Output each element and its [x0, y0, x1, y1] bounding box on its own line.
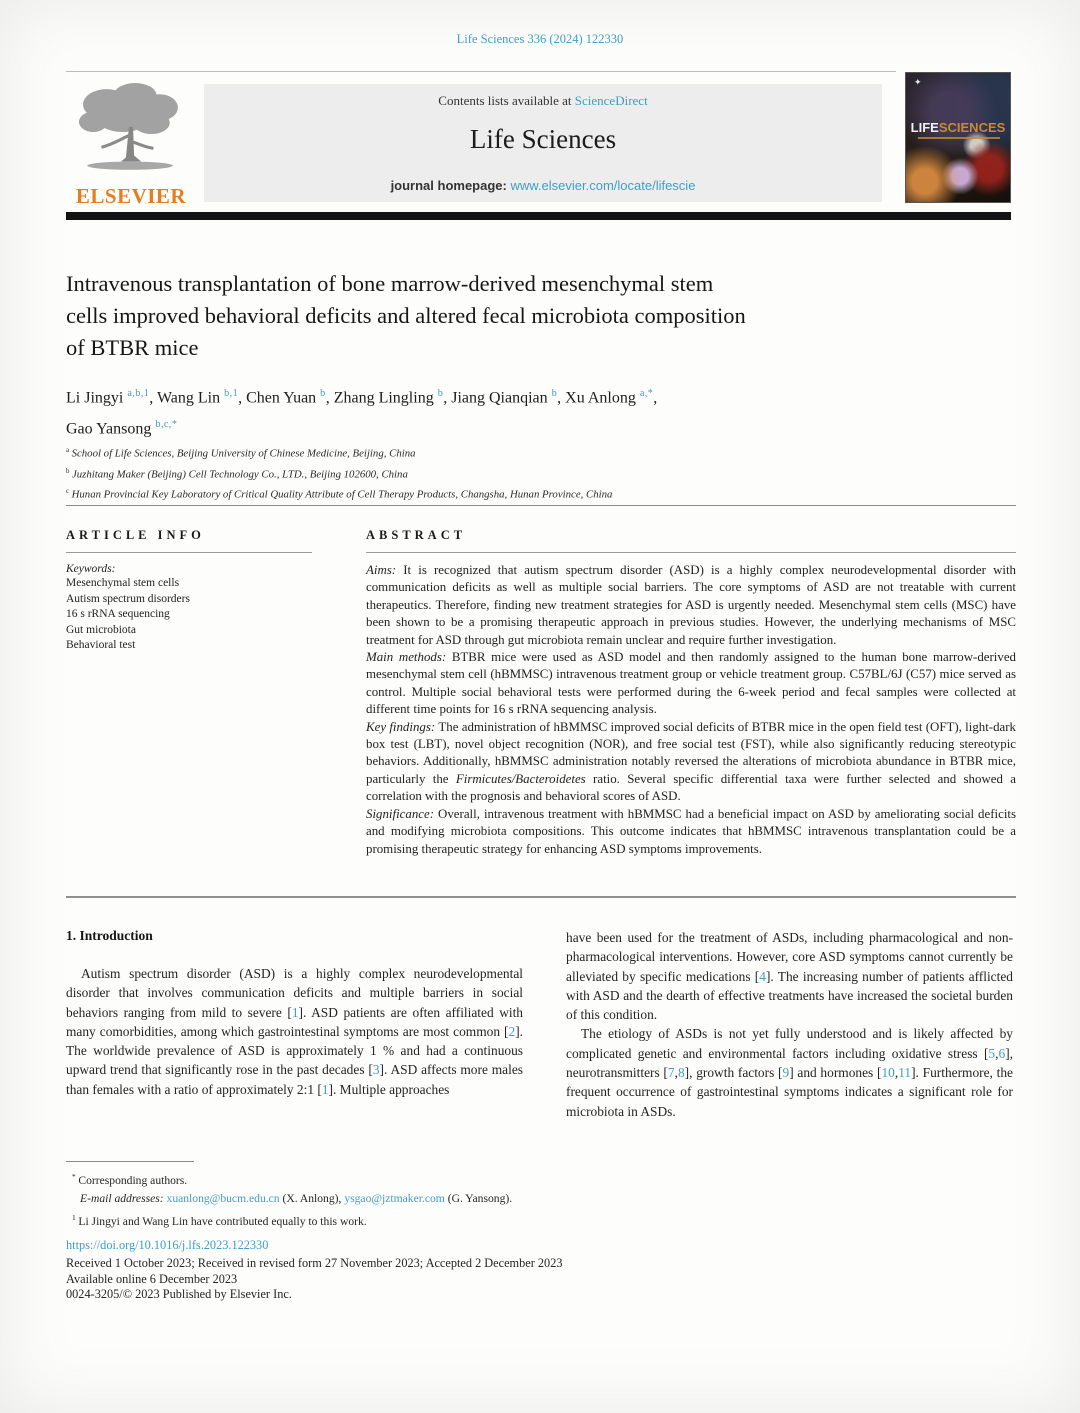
text-segment: ], growth factors [: [684, 1065, 783, 1081]
cover-subtitle-strip: [918, 137, 1000, 139]
affiliation-list: [66, 442, 1016, 504]
text-segment: journal homepage:: [390, 178, 511, 193]
elsevier-wordmark: ELSEVIER: [75, 184, 187, 208]
text-segment: , Chen Yuan: [238, 389, 321, 407]
header-divider: [66, 71, 896, 72]
keywords-list: [66, 576, 346, 654]
email-gao-yansong[interactable]: ysgao@jztmaker.com: [344, 1192, 445, 1206]
cover-emblem-icon: ✦: [914, 78, 922, 88]
text-segment: Aims:: [366, 563, 404, 577]
text-segment: ,: [674, 1065, 678, 1081]
text-segment: School of Life Sciences, Beijing University of Chinese Medicine, Beijing, China: [71, 447, 416, 460]
article-title-line: Intravenous transplantation of bone marrow-derived mesenchymal stem: [66, 271, 714, 296]
keyword-item: Mesenchymal stem cells: [66, 577, 180, 589]
introduction-left-column: [66, 928, 523, 1099]
text-segment: Juzhitang Maker (Beijing) Cell Technology Co., LTD., Beijing 102600, China: [71, 468, 408, 481]
citation-ref[interactable]: 3: [372, 1062, 380, 1078]
elsevier-logo[interactable]: [62, 80, 200, 212]
text-segment: ]. The worldwide prevalence of ASD is approximately 1 % and had a continuous upward trend that significantly rose in the past decades [: [66, 1023, 523, 1078]
text-segment: ]. Furthermore, the frequent occurrence of gastrointestinal symptoms indicates a significant role for microbiota in ASDs.: [566, 1065, 1013, 1119]
author-affil-ref[interactable]: b: [437, 388, 444, 399]
text-segment: Contents lists available at: [438, 93, 575, 108]
text-segment: 1: [72, 1212, 79, 1222]
text-segment: ]. ASD patients are often affiliated with many comorbidities, among which gastrointestinal symptoms are most common [: [66, 1004, 523, 1039]
keyword-item: 16 s rRNA sequencing: [66, 608, 170, 620]
elsevier-tree-icon: [68, 80, 194, 182]
citation-ref[interactable]: 6: [998, 1045, 1006, 1061]
text-segment: (G. Yansong).: [444, 1192, 513, 1206]
text-segment: Corresponding authors.: [78, 1173, 188, 1187]
issn-copyright: 0024-3205/© 2023 Published by Elsevier Inc.: [66, 1287, 292, 1302]
footnotes: [66, 1168, 826, 1231]
author-affil-ref[interactable]: b: [551, 388, 558, 399]
cover-title-life: LIFE: [910, 120, 939, 135]
header-black-bar: [66, 212, 1011, 220]
contents-line: [204, 93, 882, 109]
abstract-rule: [366, 552, 1016, 553]
abstract-column: [366, 528, 1016, 858]
footnote-corresponding: [66, 1168, 826, 1190]
introduction-paragraph: [566, 928, 1013, 1024]
citation-ref[interactable]: 9: [782, 1065, 790, 1081]
text-segment: Key findings:: [366, 719, 439, 734]
article-title-line: cells improved behavioral deficits and altered fecal microbiota composition: [66, 303, 746, 328]
sciencedirect-link[interactable]: ScienceDirect: [574, 93, 648, 108]
citation-ref[interactable]: 1: [321, 1081, 329, 1097]
text-segment: It is recognized that autism spectrum disorder (ASD) is a highly complex neurodevelopmental disorder with communication deficits as well as multiple social barriers. The core symptoms of ASD are not treatable with current therapeutics. Therefore, finding new treatment strategies for ASD is urgently needed. Mesenchymal stem cells (MSC) have been shown to be a promising therapeutic approach in previous studies. However, the underlying mechanisms of MSC treatment for ASD through gut microbiota remain unclear and require further investigation.: [366, 563, 1016, 647]
abstract-paragraph-aims: [366, 562, 1016, 649]
citation-ref[interactable]: 2: [508, 1023, 516, 1039]
author-affil-ref[interactable]: a,*: [639, 388, 654, 399]
journal-title: Life Sciences: [469, 124, 617, 154]
homepage-line: [204, 178, 882, 193]
text-segment: ,: [653, 389, 658, 407]
text-segment: ratio. Several specific differential taxa were further selected and showed a correlation with the prognosis and behavioral scores of ASD.: [366, 771, 1016, 804]
cover-title-sciences: SCIENCES: [938, 120, 1006, 135]
keywords-label: Keywords:: [66, 563, 116, 575]
section-divider: [66, 505, 1016, 506]
journal-cover-thumbnail[interactable]: [905, 72, 1011, 203]
keyword-item: Behavioral test: [66, 639, 136, 651]
text-segment: Main methods:: [366, 650, 452, 665]
citation-ref[interactable]: 11: [898, 1065, 912, 1081]
citation-ref[interactable]: 5: [988, 1045, 996, 1061]
text-segment: *: [72, 1172, 79, 1181]
text-segment: have been used for the treatment of ASDs, including pharmacological and non-pharmacological interventions. However, core ASD symptoms cannot currently be alleviated by specific medications [: [566, 930, 1013, 984]
journal-citation: Life Sciences 336 (2024) 122330: [456, 32, 624, 46]
text-segment: c: [66, 488, 72, 496]
author-affil-ref[interactable]: b: [320, 388, 326, 399]
text-segment: ] and hormones [: [789, 1065, 882, 1081]
affiliation: [66, 483, 1016, 504]
text-segment: , Wang Lin: [149, 389, 225, 407]
keyword-item: Autism spectrum disorders: [66, 592, 190, 605]
introduction-right-column: [566, 928, 1013, 1121]
article-info-rule: [66, 552, 312, 553]
abstract-paragraph-significance: [366, 806, 1016, 858]
text-segment: E-mail addresses:: [80, 1192, 167, 1206]
text-segment: Autism spectrum disorder (ASD) is a highly complex neurodevelopmental disorder that involves communication deficits and multiple barriers in social behaviors ranging from mild to severe [: [66, 966, 523, 1020]
article-title-line: of BTBR mice: [66, 335, 199, 360]
text-segment: Gao Yansong: [66, 420, 156, 438]
text-segment: a: [66, 447, 72, 454]
email-xu-anlong[interactable]: xuanlong@bucm.edu.cn: [166, 1192, 280, 1206]
text-segment: Significance:: [366, 806, 439, 821]
text-segment: ], neurotransmitters [: [566, 1045, 1013, 1081]
author-line: [66, 380, 1016, 411]
abstract-heading: ABSTRACT: [366, 528, 467, 542]
footnote-divider: [66, 1161, 194, 1162]
article-footer: [66, 1238, 866, 1303]
author-affil-ref[interactable]: b,1: [224, 388, 239, 399]
affiliation: [66, 463, 1016, 484]
text-segment: , Zhang Lingling: [325, 389, 438, 407]
text-segment: Li Jingyi: [66, 389, 128, 407]
footnote-equal-contribution: [66, 1209, 826, 1231]
introduction-heading: 1. Introduction: [66, 928, 153, 943]
article-info-heading: ARTICLE INFO: [66, 528, 205, 542]
text-segment: Hunan Provincial Key Laboratory of Critical Quality Attribute of Cell Therapy Products, Changsha, Hunan Province, China: [71, 488, 613, 501]
abstract-paragraph-key-findings: [366, 719, 1016, 806]
author-affil-ref[interactable]: b,c,*: [155, 419, 178, 431]
text-segment: b: [66, 467, 72, 475]
available-online: Available online 6 December 2023: [66, 1271, 238, 1286]
text-segment: Firmicutes/Bacteroidetes: [455, 771, 586, 786]
text-segment: BTBR mice were used as ASD model and then randomly assigned to the human bone marrow-derived mesenchymal stem cell (hBMMSC) intravenous treatment group or vehicle treatment group. C57BL/6J (C57) mice served as control. Multiple social behavioral tests were performed during the 6-week period and fecal samples were collected at different time points for 16 s rRNA sequencing analysis.: [366, 650, 1016, 717]
doi-link[interactable]: https://doi.org/10.1016/j.lfs.2023.122330: [66, 1238, 269, 1252]
journal-header-box: [204, 84, 882, 202]
abstract-body: [366, 562, 1016, 858]
text-segment: , Xu Anlong: [557, 389, 640, 407]
text-segment: , Jiang Qianqian: [443, 389, 552, 407]
affiliation: [66, 442, 1016, 463]
text-segment: Li Jingyi and Wang Lin have contributed equally to this work.: [78, 1214, 367, 1228]
citation-ref[interactable]: 7: [667, 1065, 675, 1081]
text-segment: ,: [995, 1045, 999, 1061]
citation-ref[interactable]: 10: [881, 1065, 895, 1081]
abstract-paragraph-main-methods: [366, 649, 1016, 719]
article-info-column: [66, 528, 346, 654]
keyword-item: Gut microbiota: [66, 623, 136, 636]
introduction-paragraph: [66, 964, 523, 1099]
text-segment: ,: [894, 1065, 899, 1081]
author-line: [66, 411, 1016, 442]
received-dates: Received 1 October 2023; Received in revised form 27 November 2023; Accepted 2 December 2023: [66, 1255, 563, 1270]
author-list: [66, 380, 1016, 443]
citation-ref[interactable]: 8: [677, 1065, 685, 1081]
introduction-paragraph: [566, 1024, 1013, 1120]
footnote-emails: [66, 1190, 826, 1209]
text-segment: ]. The increasing number of patients afflicted with ASD and the dearth of effective treatments have increased the societal burden of this condition.: [566, 968, 1013, 1023]
section-divider: [66, 896, 1016, 898]
text-segment: ]. ASD affects more males than females with a ratio of approximately 2:1 [: [66, 1062, 523, 1097]
text-segment: (X. Anlong),: [279, 1192, 345, 1206]
author-affil-ref[interactable]: a,b,1: [127, 388, 150, 399]
citation-ref[interactable]: 4: [759, 968, 766, 984]
text-segment: The administration of hBMMSC improved social deficits of BTBR mice in the open field test (OFT), light-dark box test (LBT), novel object recognition (NOR), and free social test (FST), while also significantly reducing stereotypic behaviors. Additionally, hBMMSC administration notably reversed the alterations of microbiota abundance in BTBR mice, particularly the: [366, 719, 1016, 786]
cover-title: [906, 120, 1010, 135]
text-segment: ]. Multiple approaches: [328, 1081, 450, 1097]
article-title: [66, 268, 1016, 364]
text-segment: Overall, intravenous treatment with hBMMSC had a beneficial impact on ASD by ameliorating social deficits and modifying microbiota compositions. This outcome indicates that hBMMSC intravenous transplantation could be a promising therapeutic strategy for enhancing ASD symptoms improvements.: [366, 806, 1017, 856]
journal-homepage-link[interactable]: www.elsevier.com/locate/lifescie: [510, 178, 696, 193]
text-segment: The etiology of ASDs is not yet fully understood and is likely affected by complicated genetic and environmental factors including oxidative stress [: [566, 1026, 1013, 1061]
citation-ref[interactable]: 1: [291, 1004, 299, 1020]
